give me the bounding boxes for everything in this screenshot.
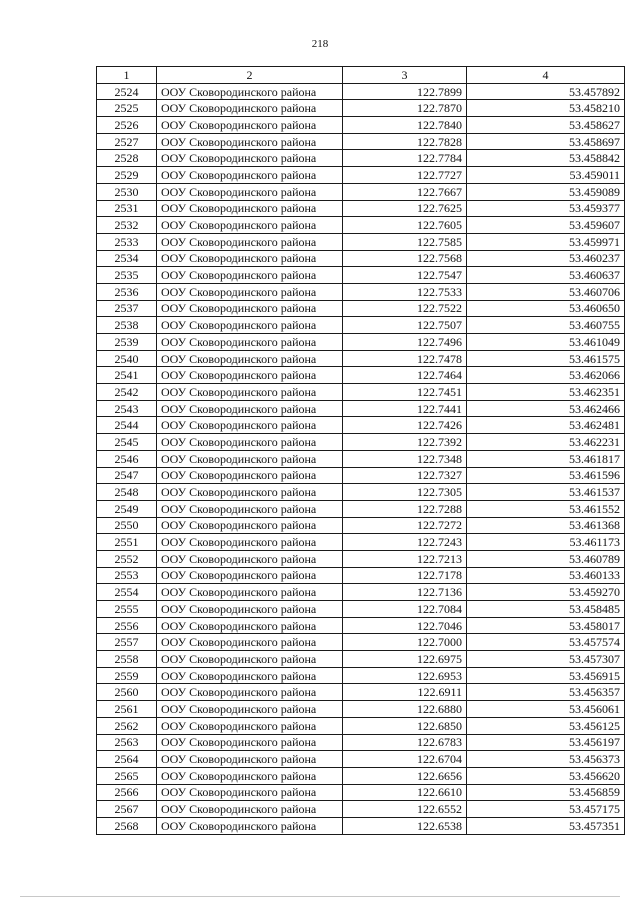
coordinates-table bbox=[96, 66, 625, 835]
area-name-cell: ООУ Сковородинского района bbox=[157, 634, 343, 651]
area-name-cell: ООУ Сковородинского района bbox=[157, 267, 343, 284]
coordinate-y-cell: 53.456620 bbox=[467, 767, 625, 784]
coordinate-x-cell: 122.6704 bbox=[343, 751, 467, 768]
table-row bbox=[97, 384, 625, 401]
table-row bbox=[97, 200, 625, 217]
table-row bbox=[97, 133, 625, 150]
column-header-1: 1 bbox=[97, 67, 157, 84]
coordinate-x-cell: 122.7426 bbox=[343, 417, 467, 434]
area-name-cell: ООУ Сковородинского района bbox=[157, 417, 343, 434]
coordinate-y-cell: 53.458485 bbox=[467, 601, 625, 618]
coordinate-y-cell: 53.462466 bbox=[467, 400, 625, 417]
coordinate-y-cell: 53.459971 bbox=[467, 233, 625, 250]
coordinate-x-cell: 122.6656 bbox=[343, 767, 467, 784]
area-name-cell: ООУ Сковородинского района bbox=[157, 117, 343, 134]
table-row bbox=[97, 517, 625, 534]
table-row bbox=[97, 584, 625, 601]
area-name-cell: ООУ Сковородинского района bbox=[157, 567, 343, 584]
table-row bbox=[97, 751, 625, 768]
table-row bbox=[97, 601, 625, 618]
table-row bbox=[97, 434, 625, 451]
table-row bbox=[97, 350, 625, 367]
coordinate-x-cell: 122.7784 bbox=[343, 150, 467, 167]
coordinate-y-cell: 53.461173 bbox=[467, 534, 625, 551]
area-name-cell: ООУ Сковородинского района bbox=[157, 434, 343, 451]
row-number-cell: 2535 bbox=[97, 267, 157, 284]
area-name-cell: ООУ Сковородинского района bbox=[157, 100, 343, 117]
area-name-cell: ООУ Сковородинского района bbox=[157, 801, 343, 818]
row-number-cell: 2558 bbox=[97, 651, 157, 668]
row-number-cell: 2551 bbox=[97, 534, 157, 551]
coordinate-x-cell: 122.7585 bbox=[343, 233, 467, 250]
table-row bbox=[97, 117, 625, 134]
coordinate-x-cell: 122.7533 bbox=[343, 283, 467, 300]
row-number-cell: 2540 bbox=[97, 350, 157, 367]
row-number-cell: 2556 bbox=[97, 617, 157, 634]
table-row bbox=[97, 667, 625, 684]
row-number-cell: 2547 bbox=[97, 467, 157, 484]
area-name-cell: ООУ Сковородинского района bbox=[157, 317, 343, 334]
coordinate-y-cell: 53.461368 bbox=[467, 517, 625, 534]
table-row bbox=[97, 167, 625, 184]
column-header-2: 2 bbox=[157, 67, 343, 84]
coordinate-y-cell: 53.461537 bbox=[467, 484, 625, 501]
area-name-cell: ООУ Сковородинского района bbox=[157, 83, 343, 100]
coordinate-y-cell: 53.458697 bbox=[467, 133, 625, 150]
row-number-cell: 2565 bbox=[97, 767, 157, 784]
table-row bbox=[97, 817, 625, 834]
table-row bbox=[97, 267, 625, 284]
coordinate-y-cell: 53.456357 bbox=[467, 684, 625, 701]
table-row bbox=[97, 250, 625, 267]
row-number-cell: 2542 bbox=[97, 384, 157, 401]
area-name-cell: ООУ Сковородинского района bbox=[157, 384, 343, 401]
table-row bbox=[97, 701, 625, 718]
table-row bbox=[97, 100, 625, 117]
coordinate-x-cell: 122.6538 bbox=[343, 817, 467, 834]
coordinate-x-cell: 122.7272 bbox=[343, 517, 467, 534]
area-name-cell: ООУ Сковородинского района bbox=[157, 467, 343, 484]
coordinate-x-cell: 122.6911 bbox=[343, 684, 467, 701]
area-name-cell: ООУ Сковородинского района bbox=[157, 751, 343, 768]
table-row bbox=[97, 784, 625, 801]
coordinate-x-cell: 122.7568 bbox=[343, 250, 467, 267]
table-row bbox=[97, 500, 625, 517]
row-number-cell: 2531 bbox=[97, 200, 157, 217]
table-row bbox=[97, 417, 625, 434]
area-name-cell: ООУ Сковородинского района bbox=[157, 300, 343, 317]
row-number-cell: 2533 bbox=[97, 233, 157, 250]
coordinate-y-cell: 53.458842 bbox=[467, 150, 625, 167]
row-number-cell: 2528 bbox=[97, 150, 157, 167]
coordinate-y-cell: 53.457351 bbox=[467, 817, 625, 834]
coordinate-x-cell: 122.7327 bbox=[343, 467, 467, 484]
table-row bbox=[97, 83, 625, 100]
coordinate-x-cell: 122.6610 bbox=[343, 784, 467, 801]
row-number-cell: 2557 bbox=[97, 634, 157, 651]
area-name-cell: ООУ Сковородинского района bbox=[157, 584, 343, 601]
coordinate-y-cell: 53.461596 bbox=[467, 467, 625, 484]
coordinate-x-cell: 122.7441 bbox=[343, 400, 467, 417]
coordinate-y-cell: 53.462231 bbox=[467, 434, 625, 451]
row-number-cell: 2538 bbox=[97, 317, 157, 334]
table-row bbox=[97, 801, 625, 818]
table-row bbox=[97, 150, 625, 167]
coordinate-y-cell: 53.456061 bbox=[467, 701, 625, 718]
row-number-cell: 2529 bbox=[97, 167, 157, 184]
table-header bbox=[97, 67, 625, 84]
row-number-cell: 2566 bbox=[97, 784, 157, 801]
area-name-cell: ООУ Сковородинского района bbox=[157, 200, 343, 217]
row-number-cell: 2532 bbox=[97, 217, 157, 234]
coordinate-x-cell: 122.7243 bbox=[343, 534, 467, 551]
area-name-cell: ООУ Сковородинского района bbox=[157, 784, 343, 801]
table-row bbox=[97, 233, 625, 250]
area-name-cell: ООУ Сковородинского района bbox=[157, 701, 343, 718]
row-number-cell: 2553 bbox=[97, 567, 157, 584]
footer-divider bbox=[20, 896, 620, 897]
coordinate-y-cell: 53.461575 bbox=[467, 350, 625, 367]
row-number-cell: 2562 bbox=[97, 717, 157, 734]
area-name-cell: ООУ Сковородинского района bbox=[157, 550, 343, 567]
coordinate-y-cell: 53.462481 bbox=[467, 417, 625, 434]
row-number-cell: 2543 bbox=[97, 400, 157, 417]
row-number-cell: 2524 bbox=[97, 83, 157, 100]
coordinate-y-cell: 53.459089 bbox=[467, 183, 625, 200]
coordinate-y-cell: 53.456859 bbox=[467, 784, 625, 801]
area-name-cell: ООУ Сковородинского района bbox=[157, 150, 343, 167]
coordinate-y-cell: 53.462351 bbox=[467, 384, 625, 401]
row-number-cell: 2550 bbox=[97, 517, 157, 534]
row-number-cell: 2525 bbox=[97, 100, 157, 117]
area-name-cell: ООУ Сковородинского района bbox=[157, 534, 343, 551]
coordinate-x-cell: 122.7000 bbox=[343, 634, 467, 651]
table-row bbox=[97, 317, 625, 334]
area-name-cell: ООУ Сковородинского района bbox=[157, 817, 343, 834]
area-name-cell: ООУ Сковородинского района bbox=[157, 133, 343, 150]
coordinate-x-cell: 122.6953 bbox=[343, 667, 467, 684]
coordinate-y-cell: 53.456373 bbox=[467, 751, 625, 768]
row-number-cell: 2559 bbox=[97, 667, 157, 684]
coordinate-x-cell: 122.7605 bbox=[343, 217, 467, 234]
coordinate-y-cell: 53.460706 bbox=[467, 283, 625, 300]
row-number-cell: 2563 bbox=[97, 734, 157, 751]
row-number-cell: 2549 bbox=[97, 500, 157, 517]
coordinate-y-cell: 53.460637 bbox=[467, 267, 625, 284]
row-number-cell: 2539 bbox=[97, 334, 157, 351]
table-row bbox=[97, 217, 625, 234]
coordinate-y-cell: 53.459377 bbox=[467, 200, 625, 217]
row-number-cell: 2552 bbox=[97, 550, 157, 567]
table-row bbox=[97, 717, 625, 734]
coordinate-x-cell: 122.7522 bbox=[343, 300, 467, 317]
table-row bbox=[97, 734, 625, 751]
area-name-cell: ООУ Сковородинского района bbox=[157, 283, 343, 300]
coordinate-x-cell: 122.7392 bbox=[343, 434, 467, 451]
coordinate-x-cell: 122.7084 bbox=[343, 601, 467, 618]
coordinate-x-cell: 122.7136 bbox=[343, 584, 467, 601]
row-number-cell: 2560 bbox=[97, 684, 157, 701]
table-row bbox=[97, 400, 625, 417]
coordinate-x-cell: 122.7496 bbox=[343, 334, 467, 351]
table-row bbox=[97, 634, 625, 651]
table-row bbox=[97, 183, 625, 200]
row-number-cell: 2554 bbox=[97, 584, 157, 601]
coordinate-x-cell: 122.7828 bbox=[343, 133, 467, 150]
row-number-cell: 2544 bbox=[97, 417, 157, 434]
coordinate-x-cell: 122.7870 bbox=[343, 100, 467, 117]
coordinate-y-cell: 53.458627 bbox=[467, 117, 625, 134]
area-name-cell: ООУ Сковородинского района bbox=[157, 250, 343, 267]
area-name-cell: ООУ Сковородинского района bbox=[157, 667, 343, 684]
coordinate-x-cell: 122.7213 bbox=[343, 550, 467, 567]
column-header-3: 3 bbox=[343, 67, 467, 84]
coordinate-y-cell: 53.460237 bbox=[467, 250, 625, 267]
table-row bbox=[97, 467, 625, 484]
area-name-cell: ООУ Сковородинского района bbox=[157, 601, 343, 618]
row-number-cell: 2548 bbox=[97, 484, 157, 501]
table-row bbox=[97, 283, 625, 300]
coordinate-x-cell: 122.7464 bbox=[343, 367, 467, 384]
row-number-cell: 2536 bbox=[97, 283, 157, 300]
table-row bbox=[97, 450, 625, 467]
column-header-4: 4 bbox=[467, 67, 625, 84]
area-name-cell: ООУ Сковородинского района bbox=[157, 717, 343, 734]
area-name-cell: ООУ Сковородинского района bbox=[157, 167, 343, 184]
coordinate-y-cell: 53.460650 bbox=[467, 300, 625, 317]
coordinate-x-cell: 122.6850 bbox=[343, 717, 467, 734]
row-number-cell: 2561 bbox=[97, 701, 157, 718]
area-name-cell: ООУ Сковородинского района bbox=[157, 517, 343, 534]
table-row bbox=[97, 767, 625, 784]
area-name-cell: ООУ Сковородинского района bbox=[157, 450, 343, 467]
area-name-cell: ООУ Сковородинского района bbox=[157, 684, 343, 701]
coordinate-y-cell: 53.457892 bbox=[467, 83, 625, 100]
coordinate-y-cell: 53.456125 bbox=[467, 717, 625, 734]
area-name-cell: ООУ Сковородинского района bbox=[157, 484, 343, 501]
table-row bbox=[97, 567, 625, 584]
row-number-cell: 2567 bbox=[97, 801, 157, 818]
area-name-cell: ООУ Сковородинского района bbox=[157, 350, 343, 367]
row-number-cell: 2526 bbox=[97, 117, 157, 134]
area-name-cell: ООУ Сковородинского района bbox=[157, 500, 343, 517]
coordinate-x-cell: 122.7667 bbox=[343, 183, 467, 200]
coordinate-x-cell: 122.7305 bbox=[343, 484, 467, 501]
coordinate-y-cell: 53.459270 bbox=[467, 584, 625, 601]
coordinate-x-cell: 122.6975 bbox=[343, 651, 467, 668]
table-row bbox=[97, 300, 625, 317]
row-number-cell: 2546 bbox=[97, 450, 157, 467]
coordinate-x-cell: 122.7727 bbox=[343, 167, 467, 184]
table-row bbox=[97, 534, 625, 551]
row-number-cell: 2530 bbox=[97, 183, 157, 200]
coordinate-y-cell: 53.460755 bbox=[467, 317, 625, 334]
table-row bbox=[97, 334, 625, 351]
coordinate-y-cell: 53.457307 bbox=[467, 651, 625, 668]
row-number-cell: 2537 bbox=[97, 300, 157, 317]
row-number-cell: 2541 bbox=[97, 367, 157, 384]
area-name-cell: ООУ Сковородинского района bbox=[157, 734, 343, 751]
coordinate-y-cell: 53.456915 bbox=[467, 667, 625, 684]
page-number: 218 bbox=[311, 38, 329, 50]
coordinate-y-cell: 53.462066 bbox=[467, 367, 625, 384]
row-number-cell: 2534 bbox=[97, 250, 157, 267]
area-name-cell: ООУ Сковородинского района bbox=[157, 183, 343, 200]
row-number-cell: 2564 bbox=[97, 751, 157, 768]
coordinate-y-cell: 53.461817 bbox=[467, 450, 625, 467]
coordinate-x-cell: 122.7288 bbox=[343, 500, 467, 517]
table-row bbox=[97, 617, 625, 634]
coordinate-y-cell: 53.457574 bbox=[467, 634, 625, 651]
table-row bbox=[97, 684, 625, 701]
table-body bbox=[97, 83, 625, 834]
area-name-cell: ООУ Сковородинского района bbox=[157, 334, 343, 351]
table-row bbox=[97, 484, 625, 501]
coordinate-x-cell: 122.7840 bbox=[343, 117, 467, 134]
coordinate-x-cell: 122.7046 bbox=[343, 617, 467, 634]
area-name-cell: ООУ Сковородинского района bbox=[157, 400, 343, 417]
coordinate-x-cell: 122.7899 bbox=[343, 83, 467, 100]
row-number-cell: 2545 bbox=[97, 434, 157, 451]
coordinate-x-cell: 122.6783 bbox=[343, 734, 467, 751]
coordinate-y-cell: 53.457175 bbox=[467, 801, 625, 818]
area-name-cell: ООУ Сковородинского района bbox=[157, 367, 343, 384]
coordinate-x-cell: 122.6880 bbox=[343, 701, 467, 718]
row-number-cell: 2527 bbox=[97, 133, 157, 150]
header-row bbox=[97, 67, 625, 84]
coordinate-y-cell: 53.460133 bbox=[467, 567, 625, 584]
coordinate-y-cell: 53.458017 bbox=[467, 617, 625, 634]
coordinate-x-cell: 122.7348 bbox=[343, 450, 467, 467]
coordinate-x-cell: 122.7507 bbox=[343, 317, 467, 334]
coordinate-y-cell: 53.458210 bbox=[467, 100, 625, 117]
coordinate-y-cell: 53.461049 bbox=[467, 334, 625, 351]
table-row bbox=[97, 550, 625, 567]
coordinate-x-cell: 122.6552 bbox=[343, 801, 467, 818]
coordinate-x-cell: 122.7625 bbox=[343, 200, 467, 217]
coordinate-x-cell: 122.7547 bbox=[343, 267, 467, 284]
coordinate-y-cell: 53.459607 bbox=[467, 217, 625, 234]
area-name-cell: ООУ Сковородинского района bbox=[157, 617, 343, 634]
coordinate-x-cell: 122.7451 bbox=[343, 384, 467, 401]
area-name-cell: ООУ Сковородинского района bbox=[157, 767, 343, 784]
coordinate-y-cell: 53.460789 bbox=[467, 550, 625, 567]
row-number-cell: 2568 bbox=[97, 817, 157, 834]
area-name-cell: ООУ Сковородинского района bbox=[157, 233, 343, 250]
coordinate-y-cell: 53.459011 bbox=[467, 167, 625, 184]
table-row bbox=[97, 367, 625, 384]
table-row bbox=[97, 651, 625, 668]
coordinate-x-cell: 122.7178 bbox=[343, 567, 467, 584]
row-number-cell: 2555 bbox=[97, 601, 157, 618]
area-name-cell: ООУ Сковородинского района bbox=[157, 651, 343, 668]
area-name-cell: ООУ Сковородинского района bbox=[157, 217, 343, 234]
coordinate-x-cell: 122.7478 bbox=[343, 350, 467, 367]
coordinate-y-cell: 53.461552 bbox=[467, 500, 625, 517]
coordinate-y-cell: 53.456197 bbox=[467, 734, 625, 751]
